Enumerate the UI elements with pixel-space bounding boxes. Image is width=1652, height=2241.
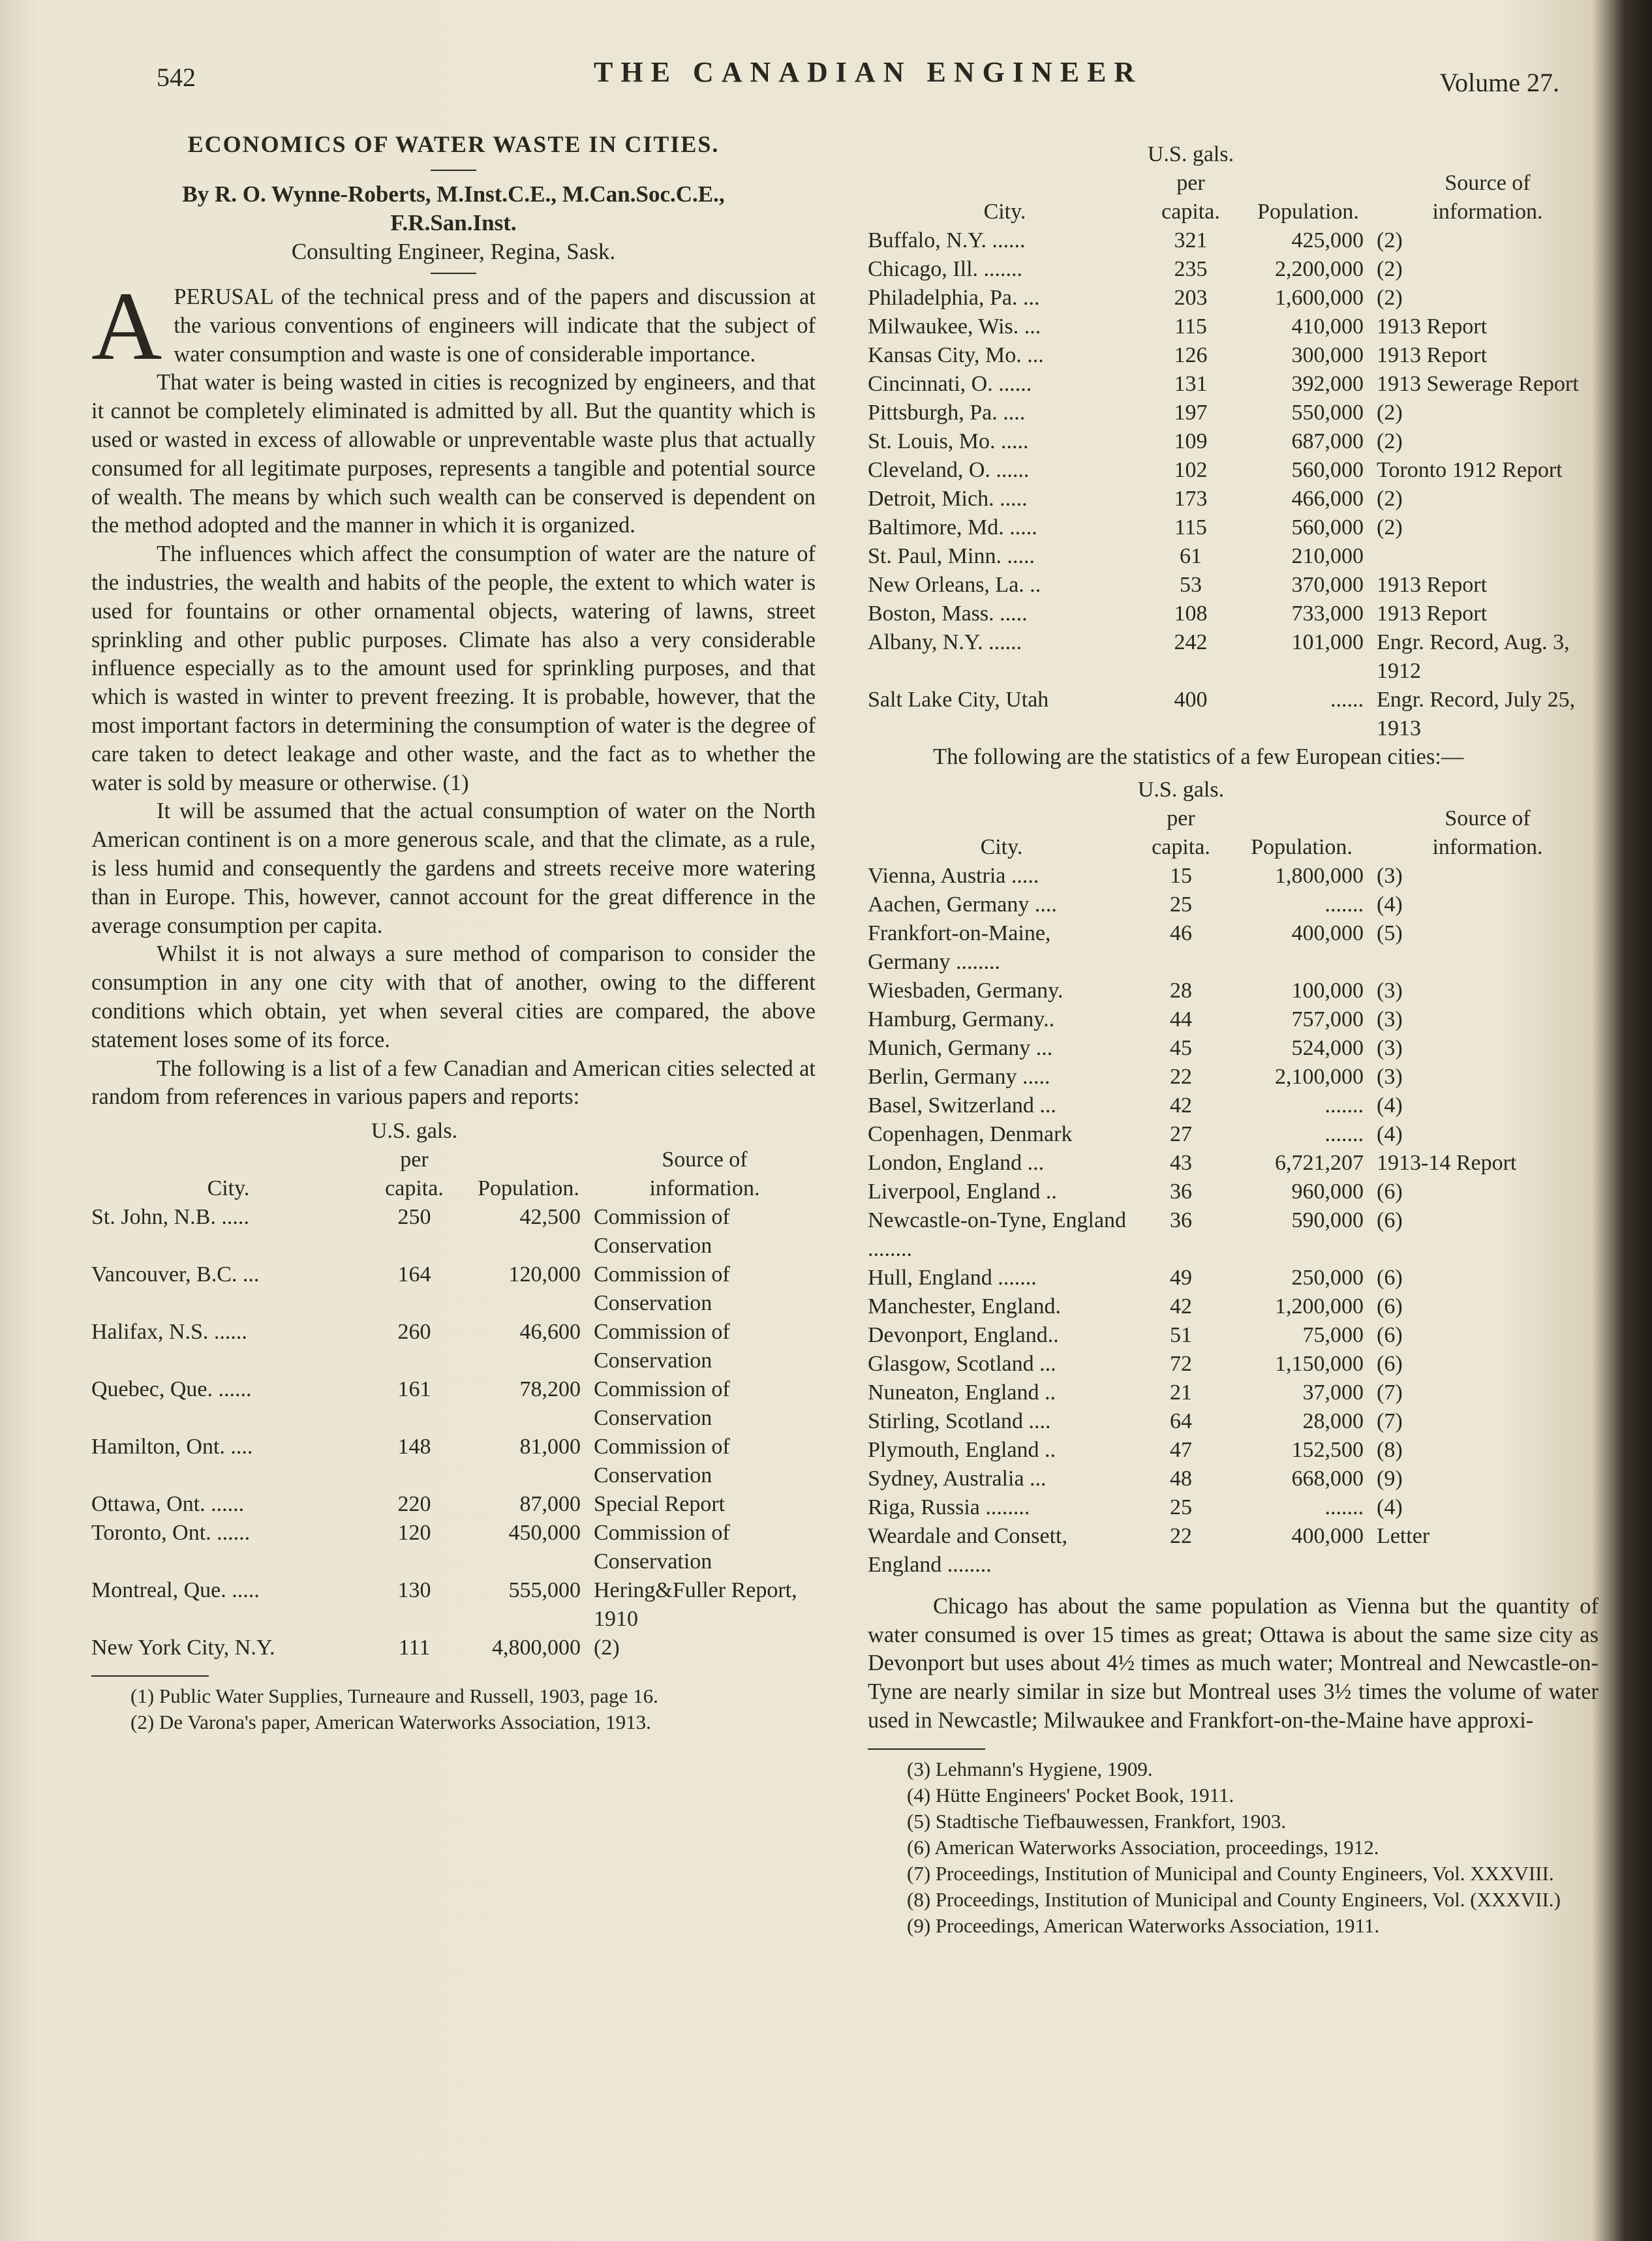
paragraph-2: That water is being wasted in cities is recognized by engineers, and that it cannot be completely eliminated is admitted by all. But the quantity which is used or wasted in excess of allowable or unpreventable waste plus that actually consumed for all legitimate purposes, represents a tangible and potential source of wealth. The means by which such wealth can be conserved is dependent on the method adopted and the manner in which it is organized. [91, 370, 816, 538]
population-cell: 250,000 [1291, 1265, 1364, 1290]
col-header-gals-2: per [1167, 806, 1195, 831]
population-cell: 450,000 [508, 1521, 581, 1546]
table-row [868, 485, 1598, 513]
american-table-body [868, 226, 1598, 743]
population-cell: 400,000 [1291, 921, 1364, 945]
footnote: (7) Proceedings, Institution of Municipal and County Engineers, Vol. XXXVIII. [907, 1861, 1554, 1885]
col-header-source-1: Source of [662, 1148, 748, 1172]
city-cell: Berlin, Germany ..... [868, 1064, 1050, 1089]
city-cell: Chicago, Ill. ....... [868, 257, 1023, 281]
gals-cell: 131 [1174, 372, 1208, 396]
table-row [868, 1522, 1598, 1579]
table-row [868, 399, 1598, 427]
table-row [868, 686, 1598, 743]
population-cell: 2,100,000 [1275, 1064, 1364, 1089]
population-cell: 733,000 [1291, 602, 1364, 626]
paragraph-1 [91, 272, 816, 380]
source-cell: (6) [1377, 1322, 1403, 1347]
gals-cell: 242 [1174, 630, 1208, 654]
table-row [868, 1292, 1598, 1321]
city-cell: Basel, Switzerland ... [868, 1093, 1056, 1118]
source-cell: (2) [594, 1636, 620, 1660]
population-cell: ....... [1324, 1093, 1364, 1118]
population-cell: 425,000 [1291, 228, 1364, 252]
source-cell: (3) [1377, 1007, 1403, 1031]
gals-cell: 108 [1174, 602, 1208, 626]
footnote: (4) Hütte Engineers' Pocket Book, 1911. [907, 1783, 1234, 1807]
table-row [868, 919, 1598, 977]
gals-cell: 64 [1170, 1409, 1192, 1433]
byline-line-1: By R. O. Wynne-Roberts, M.Inst.C.E., M.Can.Soc.C.E., [182, 181, 725, 207]
gals-cell: 51 [1170, 1322, 1192, 1347]
gals-cell: 321 [1174, 228, 1208, 252]
source-cell: (4) [1377, 1121, 1403, 1146]
table-row [868, 1120, 1598, 1149]
population-cell: 120,000 [508, 1262, 581, 1287]
european-intro: The following are the statistics of a few European cities:— [933, 744, 1464, 769]
gals-cell: 173 [1174, 487, 1208, 511]
col-header-gals-3: capita. [385, 1176, 444, 1201]
table-row [91, 1318, 816, 1375]
population-cell: 668,000 [1291, 1466, 1364, 1491]
source-cell: (3) [1377, 1035, 1403, 1060]
canadian-table-body [91, 1203, 816, 1662]
table-row [868, 370, 1598, 399]
col-header-population: Population. [478, 1176, 579, 1201]
source-cell: (7) [1377, 1409, 1403, 1433]
population-cell: ....... [1324, 1121, 1364, 1146]
population-cell: 400,000 [1291, 1523, 1364, 1548]
city-cell: Glasgow, Scotland ... [868, 1351, 1056, 1376]
city-cell: Salt Lake City, Utah [868, 688, 1049, 712]
city-cell: Cleveland, O. ...... [868, 458, 1030, 482]
city-cell: Kansas City, Mo. ... [868, 343, 1044, 367]
population-cell: ....... [1324, 892, 1364, 917]
city-cell: Montreal, Que. ..... [91, 1578, 260, 1603]
population-cell: 560,000 [1291, 458, 1364, 482]
gals-cell: 109 [1174, 429, 1208, 453]
city-cell: Baltimore, Md. ..... [868, 515, 1037, 540]
gals-cell: 48 [1170, 1466, 1192, 1491]
population-cell: 466,000 [1291, 487, 1364, 511]
table-row [868, 628, 1598, 686]
table-row [868, 1350, 1598, 1379]
city-cell: London, England ... [868, 1150, 1045, 1175]
table-row [868, 1206, 1598, 1264]
col-header-gals-1: U.S. gals. [1147, 142, 1234, 166]
table-row [868, 600, 1598, 628]
source-cell: Engr. Record, Aug. 3, 1912 [1377, 630, 1570, 683]
population-cell: 1,600,000 [1275, 286, 1364, 310]
gals-cell: 115 [1174, 314, 1207, 339]
population-cell: 101,000 [1291, 630, 1364, 654]
city-cell: Hamilton, Ont. .... [91, 1435, 253, 1459]
source-cell: (6) [1377, 1265, 1403, 1290]
source-cell: (6) [1377, 1351, 1403, 1376]
city-cell: Hamburg, Germany.. [868, 1007, 1055, 1031]
source-cell: Commission of Conservation [594, 1521, 730, 1574]
byline-rule [431, 273, 476, 274]
source-cell: (9) [1377, 1466, 1403, 1491]
city-cell: Cincinnati, O. ...... [868, 372, 1032, 396]
table-row [868, 891, 1598, 919]
population-cell: 152,500 [1291, 1437, 1364, 1462]
city-cell: Halifax, N.S. ...... [91, 1320, 247, 1345]
source-cell: (6) [1377, 1294, 1403, 1319]
table-row [91, 1433, 816, 1490]
table-row [868, 1178, 1598, 1206]
article-title: ECONOMICS OF WATER WASTE IN CITIES. [187, 131, 720, 157]
population-cell: ....... [1324, 1495, 1364, 1519]
city-cell: New York City, N.Y. [91, 1636, 275, 1660]
col-header-source-2: information. [649, 1176, 760, 1201]
source-cell: Special Report [594, 1492, 726, 1517]
city-cell: Devonport, England.. [868, 1322, 1059, 1347]
gals-cell: 53 [1180, 573, 1202, 597]
table-row [868, 1091, 1598, 1120]
conclusion-paragraph: Chicago has about the same population as Vienna but the quantity of water consumed is over 15 times as great; Ottawa is about the same size city as Devonport but uses about 4½ times as much water; Montreal and Newcastle-on-Tyne are nearly similar in size but Montreal uses 3½ times the volume of water used in Newcastle; Milwaukee and Frankfort-on-the-Maine have approxi- [868, 1593, 1598, 1733]
page-number: 542 [157, 63, 196, 92]
city-cell: Munich, Germany ... [868, 1035, 1053, 1060]
gals-cell: 28 [1170, 978, 1192, 1003]
byline-line-2: F.R.San.Inst. [390, 210, 517, 236]
gals-cell: 260 [397, 1320, 431, 1345]
table-row [868, 456, 1598, 485]
city-cell: Manchester, England. [868, 1294, 1062, 1319]
population-cell: 560,000 [1291, 515, 1364, 540]
table-row [868, 1005, 1598, 1034]
gals-cell: 47 [1170, 1437, 1192, 1462]
city-cell: Vienna, Austria ..... [868, 863, 1039, 888]
gals-cell: 250 [397, 1205, 431, 1230]
col-header-city: City. [980, 834, 1023, 859]
footnote: (6) American Waterworks Association, proceedings, 1912. [907, 1835, 1379, 1859]
table-row [91, 1260, 816, 1318]
table-row [91, 1203, 816, 1260]
population-cell: 75,000 [1302, 1322, 1364, 1347]
gals-cell: 21 [1170, 1380, 1192, 1405]
population-cell: 210,000 [1291, 544, 1364, 568]
source-cell: (6) [1377, 1179, 1403, 1204]
gals-cell: 27 [1170, 1121, 1192, 1146]
source-cell: (4) [1377, 892, 1403, 917]
footnote: (1) Public Water Supplies, Turneaure and Russell, 1903, page 16. [130, 1685, 658, 1708]
volume-label: Volume 27. [1439, 68, 1559, 97]
city-cell: St. Louis, Mo. ..... [868, 429, 1029, 453]
source-cell: (2) [1377, 429, 1403, 453]
paragraph-4: It will be assumed that the actual consumption of water on the North American continent is on a more generous scale, and that the climate, as a rule, is less humid and consequently the gardens and streets receive more watering than in Europe. This, however, cannot account for the great difference in the average consumption per capita. [91, 799, 816, 938]
city-cell: Detroit, Mich. ..... [868, 487, 1028, 511]
gals-cell: 148 [397, 1435, 431, 1459]
population-cell: 37,000 [1302, 1380, 1364, 1405]
gals-cell: 197 [1174, 401, 1208, 425]
footnote-rule-left [91, 1675, 209, 1677]
gals-cell: 25 [1170, 1495, 1192, 1519]
population-cell: 550,000 [1291, 401, 1364, 425]
col-header-population: Population. [1257, 200, 1359, 224]
table-row [868, 313, 1598, 341]
source-cell: (2) [1377, 286, 1403, 310]
population-cell: 2,200,000 [1275, 257, 1364, 281]
table-row [868, 1436, 1598, 1465]
gals-cell: 42 [1170, 1093, 1192, 1118]
gals-cell: 164 [397, 1262, 431, 1287]
city-cell: New Orleans, La. .. [868, 573, 1041, 597]
source-cell: 1913 Report [1377, 602, 1488, 626]
author-affiliation: Consulting Engineer, Regina, Sask. [291, 239, 616, 264]
table-row [868, 1493, 1598, 1522]
city-cell: St. Paul, Minn. ..... [868, 544, 1035, 568]
table-row [91, 1576, 816, 1634]
footnotes-left [91, 1683, 816, 1735]
gals-cell: 22 [1170, 1064, 1192, 1089]
col-header-population: Population. [1251, 834, 1353, 859]
city-cell: Milwaukee, Wis. ... [868, 314, 1041, 339]
table-row [868, 513, 1598, 542]
gals-cell: 161 [397, 1377, 431, 1402]
table-row [868, 284, 1598, 313]
source-cell: Letter [1377, 1523, 1430, 1548]
european-cities-table [868, 776, 1598, 1579]
population-cell: 555,000 [508, 1578, 581, 1603]
source-cell [1377, 542, 1598, 571]
population-cell: 590,000 [1291, 1208, 1364, 1232]
gals-cell: 15 [1170, 863, 1192, 888]
population-cell: 410,000 [1291, 314, 1364, 339]
population-cell: ...... [1330, 688, 1364, 712]
source-cell: (7) [1377, 1380, 1403, 1405]
population-cell: 46,600 [519, 1320, 581, 1345]
col-header-gals-3: capita. [1161, 200, 1220, 224]
population-cell: 4,800,000 [492, 1636, 581, 1660]
gals-cell: 126 [1174, 343, 1208, 367]
city-cell: Sydney, Australia ... [868, 1466, 1047, 1491]
table-row [868, 542, 1598, 571]
table-row [868, 1465, 1598, 1493]
table-row [91, 1375, 816, 1433]
city-cell: Pittsburgh, Pa. .... [868, 401, 1026, 425]
city-cell: Stirling, Scotland .... [868, 1409, 1051, 1433]
city-cell: Vancouver, B.C. ... [91, 1262, 260, 1287]
population-cell: 300,000 [1291, 343, 1364, 367]
table-row [868, 427, 1598, 456]
gals-cell: 220 [397, 1492, 431, 1517]
gals-cell: 72 [1170, 1351, 1192, 1376]
source-cell: (2) [1377, 228, 1403, 252]
population-cell: 1,200,000 [1275, 1294, 1364, 1319]
city-cell: Plymouth, England .. [868, 1437, 1056, 1462]
population-cell: 28,000 [1302, 1409, 1364, 1433]
city-cell: Nuneaton, England .. [868, 1380, 1056, 1405]
table-row [868, 1264, 1598, 1292]
gals-cell: 115 [1174, 515, 1207, 540]
source-cell: Commission of Conservation [594, 1205, 730, 1258]
population-cell: 6,721,207 [1275, 1150, 1364, 1175]
table-row [868, 977, 1598, 1005]
city-cell: Toronto, Ont. ...... [91, 1521, 251, 1546]
gals-cell: 25 [1170, 892, 1192, 917]
source-cell: (5) [1377, 921, 1403, 945]
footnote-rule-right [868, 1748, 985, 1750]
city-cell: Hull, England ....... [868, 1265, 1037, 1290]
gals-cell: 203 [1174, 286, 1208, 310]
source-cell: (6) [1377, 1208, 1403, 1232]
gals-cell: 43 [1170, 1150, 1192, 1175]
population-cell: 370,000 [1291, 573, 1364, 597]
source-cell: (3) [1377, 978, 1403, 1003]
source-cell: Toronto 1912 Report [1377, 458, 1563, 482]
source-cell: (8) [1377, 1437, 1403, 1462]
source-cell: (4) [1377, 1495, 1403, 1519]
table-row [868, 255, 1598, 284]
table-row [868, 226, 1598, 255]
city-cell: Ottawa, Ont. ...... [91, 1492, 245, 1517]
gals-cell: 130 [397, 1578, 431, 1603]
gals-cell: 400 [1174, 688, 1208, 712]
source-cell: (2) [1377, 257, 1403, 281]
gals-cell: 42 [1170, 1294, 1192, 1319]
source-cell: (3) [1377, 863, 1403, 888]
gals-cell: 22 [1170, 1523, 1192, 1548]
table-row [868, 1149, 1598, 1178]
table-row [91, 1519, 816, 1576]
source-cell: 1913-14 Report [1377, 1150, 1517, 1175]
right-column [868, 140, 1598, 1939]
source-cell: 1913 Report [1377, 573, 1488, 597]
source-cell: (3) [1377, 1064, 1403, 1089]
col-header-source-2: information. [1432, 834, 1543, 859]
city-cell: Boston, Mass. ..... [868, 602, 1028, 626]
gals-cell: 235 [1174, 257, 1208, 281]
footnotes-right [868, 1756, 1598, 1939]
population-cell: 524,000 [1291, 1035, 1364, 1060]
col-header-source-1: Source of [1445, 171, 1531, 195]
population-cell: 960,000 [1291, 1179, 1364, 1204]
table-row [868, 341, 1598, 370]
gals-cell: 46 [1170, 921, 1192, 945]
col-header-gals-1: U.S. gals. [371, 1119, 458, 1144]
paragraph-1-text: PERUSAL of the technical press and of the papers and discussion at the various conventions of engineers will indicate that the subject of water consumption and waste is one of considerable importance. [174, 284, 816, 367]
footnote: (8) Proceedings, Institution of Municipal and County Engineers, Vol. (XXXVII.) [907, 1887, 1561, 1911]
source-cell: 1913 Report [1377, 314, 1488, 339]
city-cell: Liverpool, England .. [868, 1179, 1057, 1204]
gals-cell: 49 [1170, 1265, 1192, 1290]
gals-cell: 61 [1180, 544, 1202, 568]
byline [91, 180, 816, 237]
population-cell: 757,000 [1291, 1007, 1364, 1031]
population-cell: 1,150,000 [1275, 1351, 1364, 1376]
population-cell: 1,800,000 [1275, 863, 1364, 888]
footnote: (5) Stadtische Tiefbauwessen, Frankfort, 1903. [907, 1809, 1287, 1833]
source-cell: (2) [1377, 487, 1403, 511]
table-row [868, 862, 1598, 891]
gals-cell: 36 [1170, 1208, 1192, 1232]
european-table-body [868, 862, 1598, 1579]
city-cell: Riga, Russia ........ [868, 1495, 1030, 1519]
table-row [91, 1490, 816, 1519]
gals-cell: 102 [1174, 458, 1208, 482]
city-cell: Philadelphia, Pa. ... [868, 286, 1040, 310]
population-cell: 42,500 [519, 1205, 581, 1230]
city-cell: Albany, N.Y. ...... [868, 630, 1022, 654]
journal-title: THE CANADIAN ENGINEER [594, 56, 1143, 88]
city-cell: Aachen, Germany .... [868, 892, 1057, 917]
source-cell: Commission of Conservation [594, 1262, 730, 1316]
city-cell: Weardale and Consett, England ........ [868, 1523, 1067, 1577]
population-cell: 78,200 [519, 1377, 581, 1402]
city-cell: Quebec, Que. ...... [91, 1377, 252, 1402]
city-cell: Copenhagen, Denmark [868, 1121, 1073, 1146]
source-cell: Hering&Fuller Report, 1910 [594, 1578, 797, 1632]
source-cell: Commission of Conservation [594, 1320, 730, 1373]
canadian-cities-table [91, 1117, 816, 1662]
population-cell: 687,000 [1291, 429, 1364, 453]
table-row [868, 1407, 1598, 1436]
col-header-gals-1: U.S. gals. [1137, 777, 1225, 802]
population-cell: 100,000 [1291, 978, 1364, 1003]
gals-cell: 45 [1170, 1035, 1192, 1060]
col-header-gals-2: per [1176, 171, 1205, 195]
source-cell: 1913 Report [1377, 343, 1488, 367]
left-column [91, 130, 816, 1735]
population-cell: 81,000 [519, 1435, 581, 1459]
running-header [157, 55, 1559, 101]
drop-cap: A [91, 272, 162, 380]
footnote: (9) Proceedings, American Waterworks Association, 1911. [907, 1913, 1380, 1937]
col-header-source-1: Source of [1445, 806, 1531, 831]
city-cell: St. John, N.B. ..... [91, 1205, 249, 1230]
col-header-gals-2: per [400, 1148, 429, 1172]
source-cell: 1913 Sewerage Report [1377, 372, 1579, 396]
table-row [868, 571, 1598, 600]
paragraph-6: The following is a list of a few Canadian and American cities selected at random from references in various papers and reports: [91, 1056, 816, 1110]
american-cities-table [868, 140, 1598, 743]
source-cell: Commission of Conservation [594, 1377, 730, 1431]
footnote: (3) Lehmann's Hygiene, 1909. [907, 1757, 1153, 1780]
col-header-city: City. [983, 200, 1026, 224]
city-cell: Frankfort-on-Maine, Germany ........ [868, 921, 1051, 974]
table-row [91, 1634, 816, 1662]
title-rule [431, 170, 476, 171]
gals-cell: 120 [397, 1521, 431, 1546]
table-row [868, 1034, 1598, 1063]
table-row [868, 1063, 1598, 1091]
source-cell: (2) [1377, 401, 1403, 425]
gals-cell: 36 [1170, 1179, 1192, 1204]
col-header-source-2: information. [1432, 200, 1543, 224]
city-cell: Newcastle-on-Tyne, England ........ [868, 1208, 1127, 1261]
paragraph-3: The influences which affect the consumption of water are the nature of the industries, the wealth and habits of the people, the extent to which water is used for fountains or other ornamental objects, watering of lawns, street sprinkling and other public purposes. Climate has also a very considerable influence especially as to the amount used for sprinkling purposes, and that which is wasted in winter to prevent freezing. It is probable, however, that the most important factors in determining the consumption of water is the degree of care taken to detect leakage and other waste, and the fact as to whether the water is sold by measure or otherwise. (1) [91, 541, 816, 795]
gals-cell: 44 [1170, 1007, 1192, 1031]
population-cell: 87,000 [519, 1492, 581, 1517]
table-row [868, 1321, 1598, 1350]
source-cell: Commission of Conservation [594, 1435, 730, 1488]
gals-cell: 111 [398, 1636, 431, 1660]
col-header-city: City. [207, 1176, 250, 1201]
paragraph-5: Whilst it is not always a sure method of comparison to consider the consumption in any one city with that of another, owing to the different conditions which obtain, yet when several cities are compared, the above statement loses some of its force. [91, 941, 816, 1052]
source-cell: (4) [1377, 1093, 1403, 1118]
city-cell: Wiesbaden, Germany. [868, 978, 1063, 1003]
city-cell: Buffalo, N.Y. ...... [868, 228, 1026, 252]
population-cell: 392,000 [1291, 372, 1364, 396]
col-header-gals-3: capita. [1152, 834, 1210, 859]
source-cell: (2) [1377, 515, 1403, 540]
source-cell: Engr. Record, July 25, 1913 [1377, 688, 1576, 740]
table-row [868, 1379, 1598, 1407]
footnote: (2) De Varona's paper, American Waterworks Association, 1913. [130, 1711, 651, 1734]
